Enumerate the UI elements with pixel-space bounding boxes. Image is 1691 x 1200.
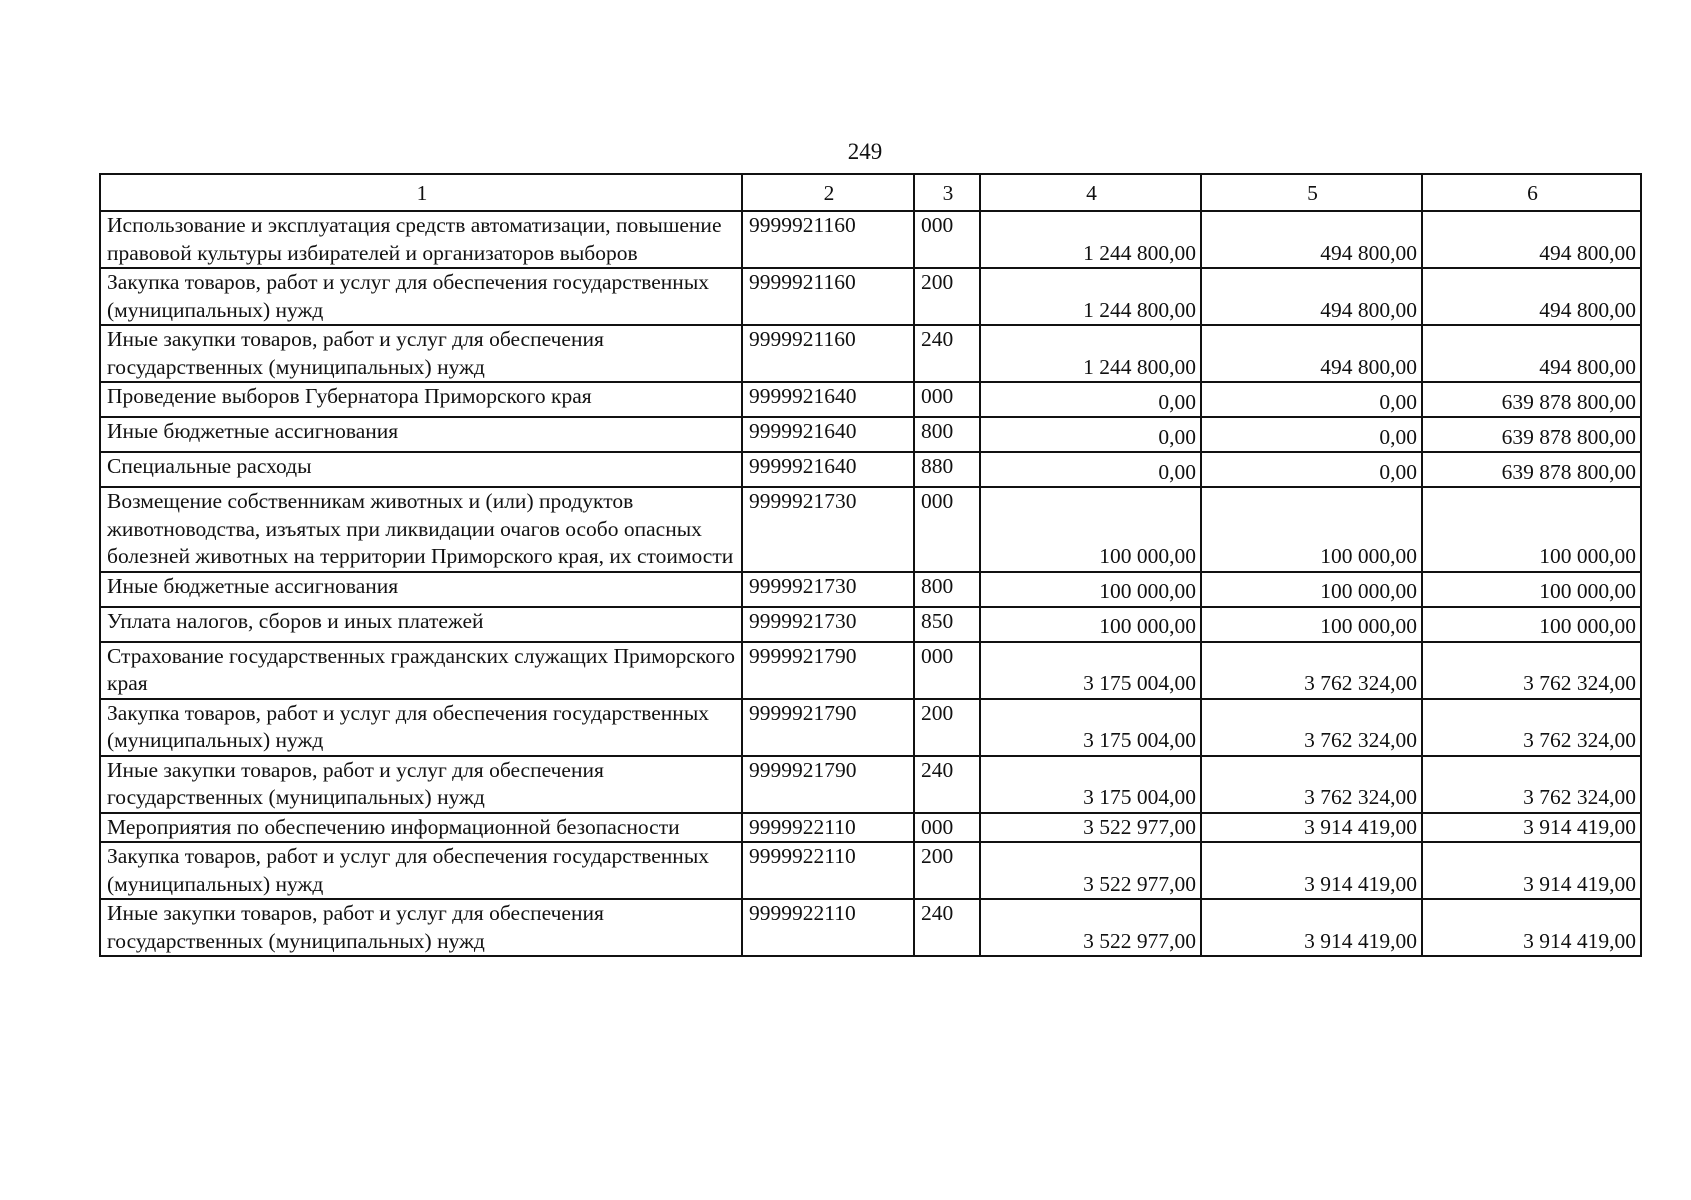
row-code-cell: 9999921790	[742, 642, 914, 699]
row-amount-cell: 100 000,00	[980, 572, 1201, 607]
row-code-cell: 9999921640	[742, 452, 914, 487]
row-amount-cell: 100 000,00	[1201, 607, 1422, 642]
row-code-cell: 9999921160	[742, 268, 914, 325]
table-row	[100, 699, 1641, 756]
row-amount-cell: 0,00	[980, 452, 1201, 487]
row-kind-cell: 850	[914, 607, 980, 642]
row-amount-cell: 3 762 324,00	[1422, 756, 1641, 813]
table-row	[100, 268, 1641, 325]
row-amount-cell: 3 762 324,00	[1422, 642, 1641, 699]
row-name-cell: Страхование государственных гражданских служащих Приморского края	[100, 642, 742, 699]
row-amount-cell: 3 522 977,00	[980, 899, 1201, 956]
row-kind-cell: 200	[914, 699, 980, 756]
table-row	[100, 417, 1641, 452]
row-amount-cell: 639 878 800,00	[1422, 452, 1641, 487]
table-row	[100, 211, 1641, 268]
row-amount-cell: 1 244 800,00	[980, 325, 1201, 382]
row-kind-cell: 240	[914, 756, 980, 813]
row-name-cell: Иные бюджетные ассигнования	[100, 417, 742, 452]
row-amount-cell: 3 914 419,00	[1201, 899, 1422, 956]
table-row	[100, 842, 1641, 899]
budget-table	[99, 173, 1642, 957]
table-row	[100, 382, 1641, 417]
row-code-cell: 9999922110	[742, 899, 914, 956]
table-row	[100, 813, 1641, 843]
row-amount-cell: 100 000,00	[1422, 607, 1641, 642]
row-amount-cell: 100 000,00	[980, 487, 1201, 572]
row-name-cell: Закупка товаров, работ и услуг для обеспечения государственных (муниципальных) нужд	[100, 699, 742, 756]
row-kind-cell: 000	[914, 211, 980, 268]
page-number: 249	[847, 139, 883, 164]
row-name-cell: Иные закупки товаров, работ и услуг для обеспечения государственных (муниципальных) нужд	[100, 756, 742, 813]
row-amount-cell: 639 878 800,00	[1422, 382, 1641, 417]
row-amount-cell: 3 762 324,00	[1201, 756, 1422, 813]
row-kind-cell: 240	[914, 899, 980, 956]
row-amount-cell: 494 800,00	[1201, 325, 1422, 382]
row-name-cell: Закупка товаров, работ и услуг для обеспечения государственных (муниципальных) нужд	[100, 268, 742, 325]
row-amount-cell: 3 175 004,00	[980, 699, 1201, 756]
row-name-cell: Возмещение собственникам животных и (или) продуктов животноводства, изъятых при ликвидации очагов особо опасных болезней животных на территории Приморского края, их стоимости	[100, 487, 742, 572]
header-cell: 4	[980, 174, 1201, 211]
row-code-cell: 9999921160	[742, 211, 914, 268]
row-name-cell: Иные бюджетные ассигнования	[100, 572, 742, 607]
row-code-cell: 9999921730	[742, 572, 914, 607]
row-amount-cell: 3 762 324,00	[1422, 699, 1641, 756]
row-amount-cell: 3 914 419,00	[1201, 813, 1422, 843]
row-kind-cell: 000	[914, 382, 980, 417]
header-cell: 6	[1422, 174, 1641, 211]
row-amount-cell: 494 800,00	[1201, 268, 1422, 325]
row-code-cell: 9999921160	[742, 325, 914, 382]
row-name-cell: Иные закупки товаров, работ и услуг для обеспечения государственных (муниципальных) нужд	[100, 325, 742, 382]
row-code-cell: 9999921640	[742, 382, 914, 417]
header-cell: 2	[742, 174, 914, 211]
row-code-cell: 9999921730	[742, 487, 914, 572]
row-amount-cell: 100 000,00	[1201, 487, 1422, 572]
row-amount-cell: 3 175 004,00	[980, 642, 1201, 699]
row-kind-cell: 000	[914, 813, 980, 843]
row-code-cell: 9999922110	[742, 842, 914, 899]
row-name-cell: Проведение выборов Губернатора Приморского края	[100, 382, 742, 417]
row-kind-cell: 880	[914, 452, 980, 487]
row-kind-cell: 000	[914, 487, 980, 572]
table-row	[100, 452, 1641, 487]
header-cell: 3	[914, 174, 980, 211]
header-cell: 1	[100, 174, 742, 211]
row-amount-cell: 3 914 419,00	[1201, 842, 1422, 899]
row-amount-cell: 3 914 419,00	[1422, 813, 1641, 843]
row-amount-cell: 3 914 419,00	[1422, 899, 1641, 956]
row-code-cell: 9999921640	[742, 417, 914, 452]
row-amount-cell: 0,00	[1201, 417, 1422, 452]
table-row	[100, 607, 1641, 642]
row-kind-cell: 800	[914, 417, 980, 452]
row-kind-cell: 200	[914, 268, 980, 325]
row-amount-cell: 3 522 977,00	[980, 842, 1201, 899]
row-code-cell: 9999921790	[742, 756, 914, 813]
row-amount-cell: 639 878 800,00	[1422, 417, 1641, 452]
row-name-cell: Использование и эксплуатация средств автоматизации, повышение правовой культуры избирателей и организаторов выборов	[100, 211, 742, 268]
row-name-cell: Иные закупки товаров, работ и услуг для обеспечения государственных (муниципальных) нужд	[100, 899, 742, 956]
row-amount-cell: 3 762 324,00	[1201, 642, 1422, 699]
header-cell: 5	[1201, 174, 1422, 211]
row-kind-cell: 800	[914, 572, 980, 607]
table-row	[100, 487, 1641, 572]
row-amount-cell: 3 175 004,00	[980, 756, 1201, 813]
row-amount-cell: 494 800,00	[1422, 268, 1641, 325]
row-code-cell: 9999921730	[742, 607, 914, 642]
row-name-cell: Мероприятия по обеспечению информационной безопасности	[100, 813, 742, 843]
row-kind-cell: 240	[914, 325, 980, 382]
row-name-cell: Уплата налогов, сборов и иных платежей	[100, 607, 742, 642]
row-name-cell: Специальные расходы	[100, 452, 742, 487]
row-code-cell: 9999922110	[742, 813, 914, 843]
row-code-cell: 9999921790	[742, 699, 914, 756]
table-row	[100, 572, 1641, 607]
table-row	[100, 642, 1641, 699]
row-amount-cell: 0,00	[980, 382, 1201, 417]
row-kind-cell: 000	[914, 642, 980, 699]
table-row	[100, 325, 1641, 382]
row-amount-cell: 0,00	[1201, 382, 1422, 417]
row-amount-cell: 0,00	[980, 417, 1201, 452]
header-row	[100, 174, 1641, 211]
row-amount-cell: 0,00	[1201, 452, 1422, 487]
row-amount-cell: 100 000,00	[1201, 572, 1422, 607]
row-amount-cell: 1 244 800,00	[980, 268, 1201, 325]
row-amount-cell: 494 800,00	[1422, 325, 1641, 382]
table-row	[100, 756, 1641, 813]
row-name-cell: Закупка товаров, работ и услуг для обеспечения государственных (муниципальных) нужд	[100, 842, 742, 899]
table-row	[100, 899, 1641, 956]
row-amount-cell: 100 000,00	[1422, 572, 1641, 607]
row-amount-cell: 100 000,00	[1422, 487, 1641, 572]
row-amount-cell: 1 244 800,00	[980, 211, 1201, 268]
row-amount-cell: 494 800,00	[1201, 211, 1422, 268]
row-amount-cell: 494 800,00	[1422, 211, 1641, 268]
row-amount-cell: 3 522 977,00	[980, 813, 1201, 843]
row-kind-cell: 200	[914, 842, 980, 899]
row-amount-cell: 3 914 419,00	[1422, 842, 1641, 899]
row-amount-cell: 100 000,00	[980, 607, 1201, 642]
row-amount-cell: 3 762 324,00	[1201, 699, 1422, 756]
